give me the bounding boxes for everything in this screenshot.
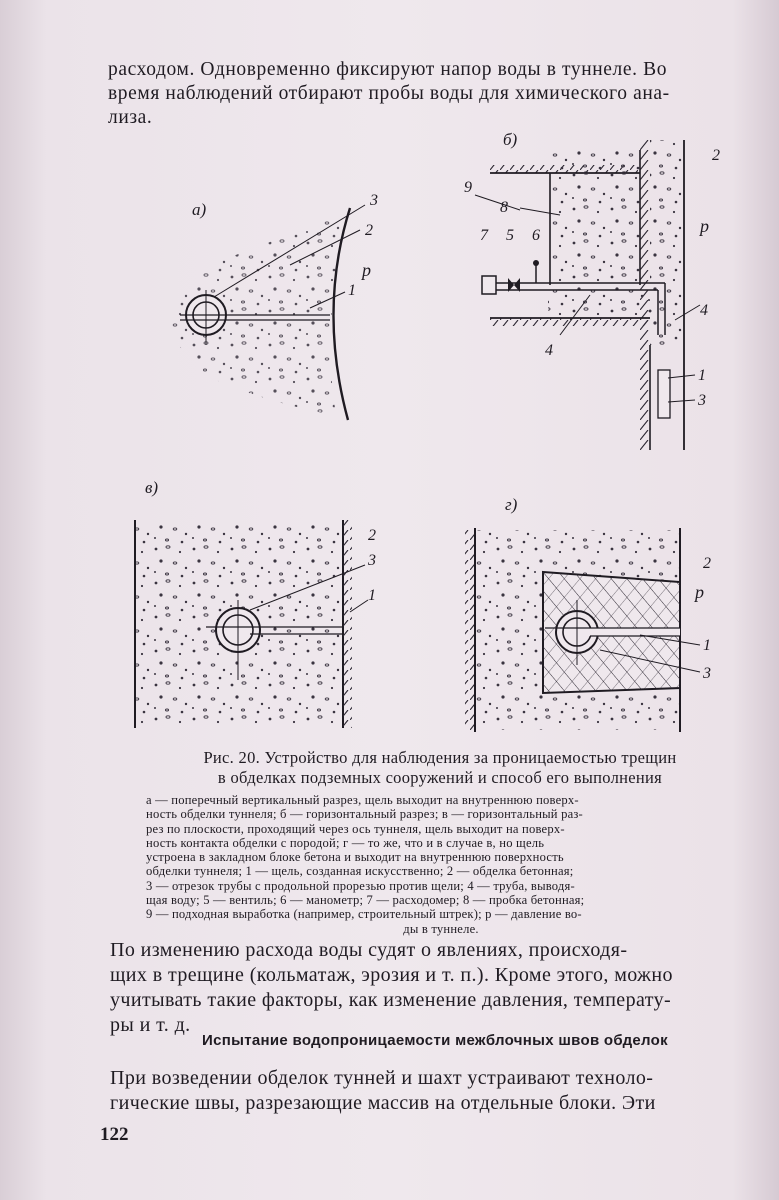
section-heading: Испытание водопроницаемости межблочных швов обделок [202,1032,668,1049]
callout: 3 [703,665,711,682]
page-number: 122 [100,1124,129,1145]
callout: 4 [545,342,553,359]
callout: 1 [703,637,711,654]
callout: 9 [464,179,472,196]
callout: 3 [370,192,378,209]
legend-line: ность обделки туннеля; б — горизонтальный разрез; в — горизонтальный раз- [146,807,583,822]
callout: 2 [712,147,720,164]
rock-hatch [465,530,474,730]
callout: 2 [368,527,376,544]
panel-g-label: г) [505,495,518,514]
callout: 2 [365,222,373,239]
callout: 2 [703,555,711,572]
text-line: лиза. [108,107,153,128]
callout: 1 [698,367,706,384]
callout: 7 [480,227,488,244]
leader-1 [668,375,695,378]
legend-line: рез по плоскости, проходящий через ось туннеля, щель выходит на поверх- [146,821,565,836]
text-line: учитывать такие факторы, как изменение давления, температу- [110,989,672,1011]
panel-v [135,478,376,728]
legend-line: 9 — подходная выработка (например, строительный штрек); р — давление во- [146,907,582,922]
panel-g [465,495,711,732]
panel-a-label: а) [192,200,207,219]
caption-line: Рис. 20. Устройство для наблюдения за проницаемостью трещин [203,748,677,767]
body-paragraph-2 [110,1066,765,1116]
callout: р [700,216,709,236]
callout: 4 [700,302,708,319]
legend-line: устроена в закладном блоке бетона и выходит на внутреннюю поверхность [146,850,564,865]
leader-9 [475,195,520,210]
legend-line: ность контакта обделки с породой; г — то же, что и в случае в, но щель [146,835,545,850]
legend-line: щая воду; 5 — вентиль; 6 — манометр; 7 — расходомер; 8 — пробка бетонная; [146,893,585,908]
text-line: ры и т. д. [110,1014,191,1036]
leader-3 [668,400,695,402]
figure-legend [146,793,736,936]
manometer [533,260,539,266]
callout: 3 [698,392,706,409]
slot-element [658,370,670,418]
callout: 5 [506,227,514,244]
callout: 1 [368,587,376,604]
legend-line: обделки туннеля; 1 — щель, созданная искусственно; 2 — обделка бетонная; [146,864,574,879]
legend-line: ды в туннеле. [403,921,479,936]
callout: р [362,260,371,280]
callout: 1 [348,282,356,299]
legend-line: 3 — отрезок трубы с продольной прорезью против щели; 4 — труба, выводя- [146,878,575,893]
panel-b-label: б) [503,130,518,149]
callout: р [695,582,704,602]
text-line: расходом. Одновременно фиксируют напор воды в туннеле. Во [108,59,668,80]
text-line: время наблюдений отбирают пробы воды для химического ана- [108,83,670,104]
panel-a [170,192,378,420]
panel-v-label: в) [145,478,159,497]
slit [577,628,680,636]
body-paragraph [110,938,760,1038]
caption-line: в обделках подземных сооружений и способ его выполнения [217,768,663,787]
figure-caption [140,748,740,788]
legend-line: а — поперечный вертикальный разрез, щель выходит на внутреннюю поверх- [146,793,579,807]
text-line: щих в трещине (кольматаж, эрозия и т. п.). Кроме этого, можно [110,964,673,986]
text-line: гические швы, разрезающие массив на отдельные блоки. Эти [110,1092,656,1114]
text-line: При возведении обделок тунней и шахт устраивают техноло- [110,1067,654,1089]
callout: 6 [532,227,540,244]
concrete-plug [550,150,640,285]
leader-1 [350,600,368,612]
text-line: По изменению расхода воды судят о явлениях, происходя- [110,939,628,961]
rock-hatch [343,520,352,728]
callout: 3 [368,552,376,569]
callout: 8 [500,199,508,216]
flowmeter [482,276,496,294]
panel-b [464,130,720,450]
